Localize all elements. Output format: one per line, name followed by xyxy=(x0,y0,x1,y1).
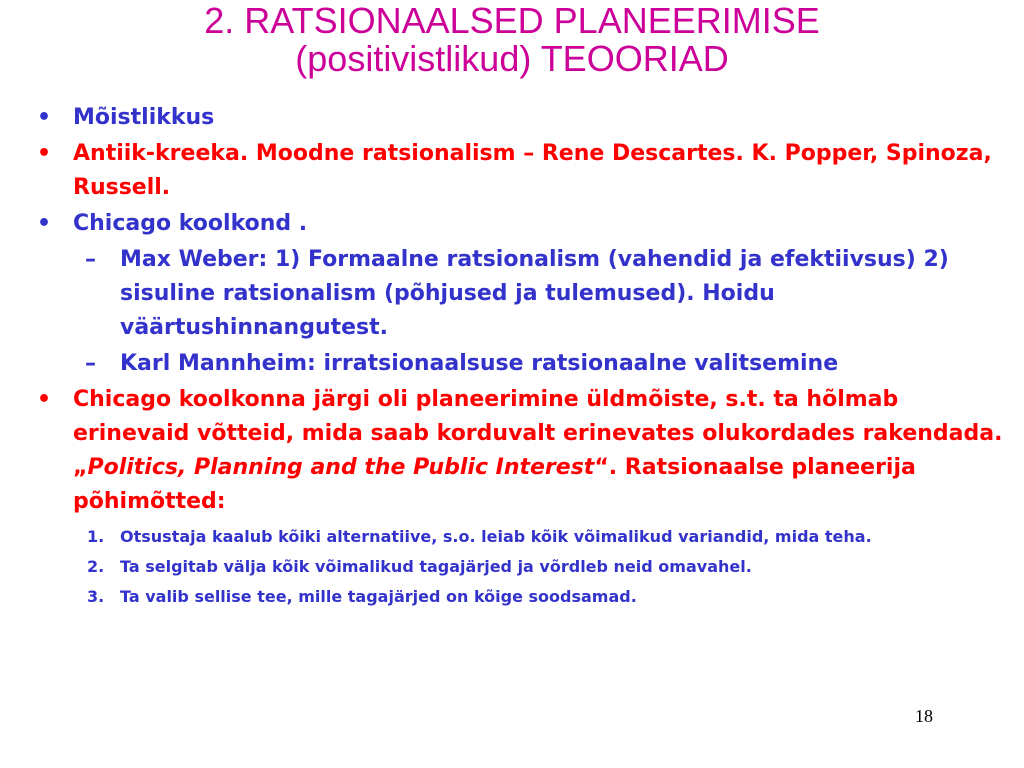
bullet-marker: • xyxy=(37,105,52,130)
sub-item-2 xyxy=(30,347,1010,381)
bullet-item-4 xyxy=(30,383,1010,519)
bullet-marker: • xyxy=(37,387,52,412)
sub-item-1 xyxy=(30,243,1010,345)
page-number: 18 xyxy=(915,706,933,726)
number-marker: 3. xyxy=(87,587,105,606)
bullet-item-3 xyxy=(30,207,1010,241)
bullet-marker: • xyxy=(37,211,52,236)
slide-title-line2: (positivistlikud) TEOORIAD xyxy=(295,38,729,79)
sub-text-1: Max Weber: 1) Formaalne ratsionalism (vahendid ja efektiivsus) 2) sisuline ratsionalism (põhjused ja tulemused). Hoidu väärtushinnangutest. xyxy=(120,247,949,340)
number-marker: 1. xyxy=(87,527,105,546)
dash-marker: – xyxy=(85,247,96,272)
numbered-item-1 xyxy=(30,525,1010,549)
dash-marker: – xyxy=(85,351,96,376)
bullet-text-4a: Chicago koolkonna järgi oli planeerimine üldmõiste, s.t. ta hõlmab erinevaid võtteid, mida saab korduvalt erinevates olukordades rakendada. „ xyxy=(73,387,1003,480)
slide-title xyxy=(0,2,1024,78)
bullet-item-1 xyxy=(30,101,1010,135)
numbered-text-3: Ta valib sellise tee, mille tagajärjed on kõige soodsamad. xyxy=(120,587,637,606)
bullet-text-1: Mõistlikkus xyxy=(73,105,215,130)
numbered-text-1: Otsustaja kaalub kõiki alternatiive, s.o. leiab kõik võimalikud variandid, mida teha. xyxy=(120,527,872,546)
book-title: Politics, Planning and the Public Interest xyxy=(87,455,595,480)
bullet-text-4b: “. Ratsionaalse planeerija põhimõtted: xyxy=(73,455,916,514)
bullet-text-3: Chicago koolkond . xyxy=(73,211,308,236)
bullet-item-2 xyxy=(30,137,1010,205)
numbered-text-2: Ta selgitab välja kõik võimalikud tagajärjed ja võrdleb neid omavahel. xyxy=(120,557,752,576)
numbered-item-3 xyxy=(30,585,1010,609)
number-marker: 2. xyxy=(87,557,105,576)
bullet-marker: • xyxy=(37,141,52,166)
bullet-text-2: Antiik-kreeka. Moodne ratsionalism – Rene Descartes. K. Popper, Spinoza, Russell. xyxy=(73,141,992,200)
slide-content xyxy=(30,101,1010,609)
sub-text-2: Karl Mannheim: irratsionaalsuse ratsionaalne valitsemine xyxy=(120,351,839,376)
numbered-item-2 xyxy=(30,555,1010,579)
slide-title-line1: 2. RATSIONAALSED PLANEERIMISE xyxy=(204,0,820,41)
